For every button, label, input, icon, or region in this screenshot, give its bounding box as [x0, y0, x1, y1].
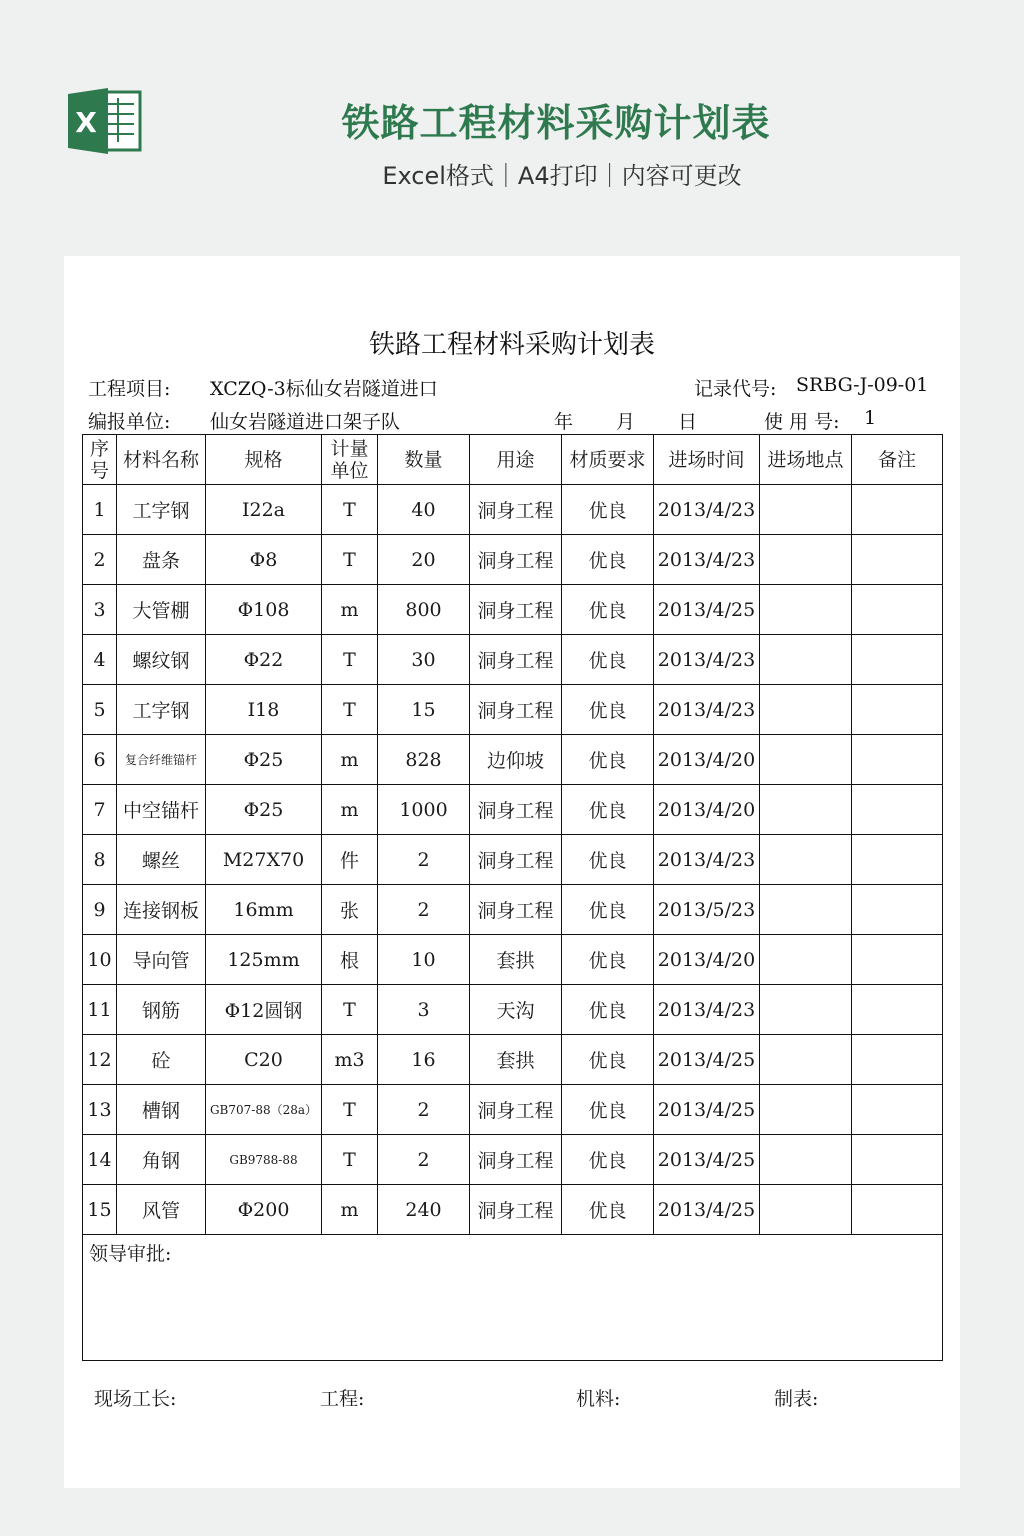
cell-purpose: 洞身工程 [470, 1135, 562, 1185]
document-sheet [64, 256, 960, 1488]
cell-remarks [852, 985, 943, 1035]
record-value: SRBG-J-09-01 [796, 374, 929, 396]
site-foreman-label: 现场工长: [94, 1388, 177, 1410]
cell-index: 12 [83, 1035, 117, 1085]
cell-arrival-location [760, 785, 852, 835]
cell-material-requirement: 优良 [562, 985, 654, 1035]
cell-unit: m [322, 735, 378, 785]
cell-material-name: 砼 [117, 1035, 206, 1085]
table-row [83, 935, 943, 985]
record-label: 记录代号: [694, 378, 777, 400]
cell-purpose: 洞身工程 [470, 785, 562, 835]
cell-purpose: 套拱 [470, 1035, 562, 1085]
cell-arrival-location [760, 1085, 852, 1135]
cell-arrival-location [760, 585, 852, 635]
cell-remarks [852, 935, 943, 985]
cell-arrival-time: 2013/4/20 [654, 935, 760, 985]
project-label: 工程项目: [88, 378, 171, 400]
table-row [83, 735, 943, 785]
cell-material-name: 导向管 [117, 935, 206, 985]
cell-material-requirement: 优良 [562, 1035, 654, 1085]
cell-arrival-time: 2013/4/23 [654, 985, 760, 1035]
cell-material-name: 中空锚杆 [117, 785, 206, 835]
cell-material-requirement: 优良 [562, 735, 654, 785]
cell-material-name: 角钢 [117, 1135, 206, 1185]
cell-remarks [852, 735, 943, 785]
cell-arrival-location [760, 635, 852, 685]
cell-index: 7 [83, 785, 117, 835]
cell-material-name: 复合纤维锚杆 [117, 735, 206, 785]
cell-spec: Φ8 [206, 535, 322, 585]
cell-arrival-time: 2013/4/20 [654, 735, 760, 785]
table-row [83, 985, 943, 1035]
table-row [83, 685, 943, 735]
cell-arrival-time: 2013/4/20 [654, 785, 760, 835]
cell-quantity: 240 [378, 1185, 470, 1235]
cell-remarks [852, 1035, 943, 1085]
cell-quantity: 1000 [378, 785, 470, 835]
cell-arrival-location [760, 1035, 852, 1085]
cell-spec: Φ22 [206, 635, 322, 685]
cell-spec: I22a [206, 485, 322, 535]
cell-remarks [852, 1085, 943, 1135]
cell-arrival-location [760, 685, 852, 735]
cell-arrival-time: 2013/4/23 [654, 535, 760, 585]
year-label: 年 [554, 411, 574, 433]
header-remarks: 备注 [852, 435, 943, 485]
cell-quantity: 2 [378, 835, 470, 885]
cell-arrival-location [760, 835, 852, 885]
procurement-table [82, 434, 943, 1361]
cell-material-name: 工字钢 [117, 485, 206, 535]
header-material-requirement: 材质要求 [562, 435, 654, 485]
cell-unit: m [322, 1185, 378, 1235]
cell-purpose: 洞身工程 [470, 835, 562, 885]
cell-quantity: 2 [378, 1135, 470, 1185]
cell-unit: T [322, 1135, 378, 1185]
machinery-label: 机料: [576, 1388, 621, 1410]
header-material-name: 材料名称 [117, 435, 206, 485]
table-row [83, 835, 943, 885]
cell-index: 2 [83, 535, 117, 585]
cell-material-name: 螺纹钢 [117, 635, 206, 685]
cell-purpose: 天沟 [470, 985, 562, 1035]
approval-row [83, 1235, 943, 1361]
cell-purpose: 洞身工程 [470, 685, 562, 735]
table-row [83, 1135, 943, 1185]
cell-spec: Φ25 [206, 785, 322, 835]
cell-spec: GB9788-88 [206, 1135, 322, 1185]
cell-unit: T [322, 985, 378, 1035]
cell-spec: Φ108 [206, 585, 322, 635]
cell-remarks [852, 485, 943, 535]
cell-material-requirement: 优良 [562, 485, 654, 535]
cell-material-requirement: 优良 [562, 535, 654, 585]
cell-quantity: 800 [378, 585, 470, 635]
header-arrival-location: 进场地点 [760, 435, 852, 485]
cell-remarks [852, 785, 943, 835]
usage-number-value: 1 [864, 407, 877, 429]
cell-arrival-location [760, 1135, 852, 1185]
cell-arrival-location [760, 535, 852, 585]
unit-value: 仙女岩隧道进口架子队 [210, 411, 401, 433]
table-row [83, 785, 943, 835]
cell-spec: Φ200 [206, 1185, 322, 1235]
cell-unit: m [322, 585, 378, 635]
cell-quantity: 828 [378, 735, 470, 785]
cell-unit: 根 [322, 935, 378, 985]
cell-quantity: 10 [378, 935, 470, 985]
cell-remarks [852, 635, 943, 685]
cell-index: 8 [83, 835, 117, 885]
cell-spec: M27X70 [206, 835, 322, 885]
cell-purpose: 洞身工程 [470, 585, 562, 635]
cell-material-name: 盘条 [117, 535, 206, 585]
cell-spec: 16mm [206, 885, 322, 935]
cell-spec: Φ25 [206, 735, 322, 785]
table-header-row [83, 435, 943, 485]
cell-arrival-time: 2013/4/25 [654, 1035, 760, 1085]
cell-unit: T [322, 635, 378, 685]
cell-index: 11 [83, 985, 117, 1035]
cell-quantity: 30 [378, 635, 470, 685]
header-purpose: 用途 [470, 435, 562, 485]
cell-index: 1 [83, 485, 117, 535]
cell-material-name: 风管 [117, 1185, 206, 1235]
cell-material-name: 钢筋 [117, 985, 206, 1035]
cell-quantity: 40 [378, 485, 470, 535]
cell-material-requirement: 优良 [562, 1135, 654, 1185]
cell-arrival-location [760, 885, 852, 935]
engineering-label: 工程: [320, 1388, 365, 1410]
cell-index: 3 [83, 585, 117, 635]
cell-purpose: 洞身工程 [470, 1185, 562, 1235]
cell-material-requirement: 优良 [562, 935, 654, 985]
table-row [83, 1085, 943, 1135]
cell-purpose: 洞身工程 [470, 885, 562, 935]
header-spec: 规格 [206, 435, 322, 485]
cell-material-requirement: 优良 [562, 885, 654, 935]
cell-purpose: 套拱 [470, 935, 562, 985]
header-index: 序号 [83, 435, 117, 485]
cell-arrival-time: 2013/4/25 [654, 1135, 760, 1185]
cell-material-requirement: 优良 [562, 835, 654, 885]
cell-arrival-location [760, 735, 852, 785]
cell-remarks [852, 835, 943, 885]
cell-unit: T [322, 1085, 378, 1135]
cell-purpose: 边仰坡 [470, 735, 562, 785]
cell-index: 4 [83, 635, 117, 685]
prepared-by-label: 制表: [774, 1388, 819, 1410]
header-quantity: 数量 [378, 435, 470, 485]
cell-unit: m [322, 785, 378, 835]
cell-arrival-time: 2013/4/23 [654, 485, 760, 535]
month-label: 月 [616, 411, 636, 433]
cell-material-name: 槽钢 [117, 1085, 206, 1135]
cell-remarks [852, 585, 943, 635]
banner-subtitle: Excel格式｜A4打印｜内容可更改 [382, 162, 742, 190]
cell-arrival-time: 2013/4/23 [654, 685, 760, 735]
cell-arrival-location [760, 985, 852, 1035]
cell-index: 13 [83, 1085, 117, 1135]
header-arrival-time: 进场时间 [654, 435, 760, 485]
cell-spec: 125mm [206, 935, 322, 985]
table-row [83, 1035, 943, 1085]
cell-material-name: 工字钢 [117, 685, 206, 735]
cell-quantity: 2 [378, 1085, 470, 1135]
cell-arrival-time: 2013/4/25 [654, 585, 760, 635]
cell-remarks [852, 535, 943, 585]
cell-quantity: 15 [378, 685, 470, 735]
cell-quantity: 2 [378, 885, 470, 935]
cell-arrival-time: 2013/4/23 [654, 635, 760, 685]
cell-arrival-time: 2013/5/23 [654, 885, 760, 935]
header-unit: 计量单位 [322, 435, 378, 485]
cell-spec: I18 [206, 685, 322, 735]
approval-cell [83, 1235, 943, 1361]
table-row [83, 585, 943, 635]
table-row [83, 1185, 943, 1235]
cell-unit: T [322, 485, 378, 535]
cell-arrival-time: 2013/4/25 [654, 1085, 760, 1135]
cell-index: 9 [83, 885, 117, 935]
table-row [83, 485, 943, 535]
cell-material-requirement: 优良 [562, 1185, 654, 1235]
cell-unit: T [322, 685, 378, 735]
project-value: XCZQ-3标仙女岩隧道进口 [210, 378, 438, 400]
cell-arrival-time: 2013/4/25 [654, 1185, 760, 1235]
cell-unit: 张 [322, 885, 378, 935]
cell-spec: C20 [206, 1035, 322, 1085]
unit-label: 编报单位: [88, 411, 171, 433]
cell-material-name: 螺丝 [117, 835, 206, 885]
cell-remarks [852, 885, 943, 935]
cell-remarks [852, 685, 943, 735]
cell-material-requirement: 优良 [562, 1085, 654, 1135]
cell-remarks [852, 1185, 943, 1235]
cell-index: 6 [83, 735, 117, 785]
cell-material-name: 大管棚 [117, 585, 206, 635]
cell-material-requirement: 优良 [562, 635, 654, 685]
cell-index: 5 [83, 685, 117, 735]
cell-arrival-location [760, 1185, 852, 1235]
cell-spec: Φ12圆钢 [206, 985, 322, 1035]
svg-text:X: X [75, 106, 97, 139]
table-row [83, 885, 943, 935]
cell-arrival-time: 2013/4/23 [654, 835, 760, 885]
cell-material-requirement: 优良 [562, 785, 654, 835]
cell-remarks [852, 1135, 943, 1185]
cell-quantity: 20 [378, 535, 470, 585]
document-title: 铁路工程材料采购计划表 [368, 330, 655, 360]
banner [0, 0, 1024, 255]
cell-index: 15 [83, 1185, 117, 1235]
cell-quantity: 16 [378, 1035, 470, 1085]
cell-arrival-location [760, 485, 852, 535]
cell-purpose: 洞身工程 [470, 485, 562, 535]
cell-arrival-location [760, 935, 852, 985]
cell-quantity: 3 [378, 985, 470, 1035]
cell-unit: m3 [322, 1035, 378, 1085]
cell-purpose: 洞身工程 [470, 635, 562, 685]
usage-number-label: 使 用 号: [764, 411, 840, 433]
cell-unit: 件 [322, 835, 378, 885]
cell-material-requirement: 优良 [562, 585, 654, 635]
cell-spec: GB707-88（28a） [206, 1085, 322, 1135]
table-row [83, 635, 943, 685]
cell-purpose: 洞身工程 [470, 535, 562, 585]
cell-material-requirement: 优良 [562, 685, 654, 735]
cell-material-name: 连接钢板 [117, 885, 206, 935]
day-label: 日 [678, 411, 698, 433]
cell-unit: T [322, 535, 378, 585]
cell-index: 14 [83, 1135, 117, 1185]
approval-label: 领导审批: [89, 1243, 172, 1265]
table-row [83, 535, 943, 585]
cell-purpose: 洞身工程 [470, 1085, 562, 1135]
cell-index: 10 [83, 935, 117, 985]
banner-title: 铁路工程材料采购计划表 [341, 101, 771, 145]
